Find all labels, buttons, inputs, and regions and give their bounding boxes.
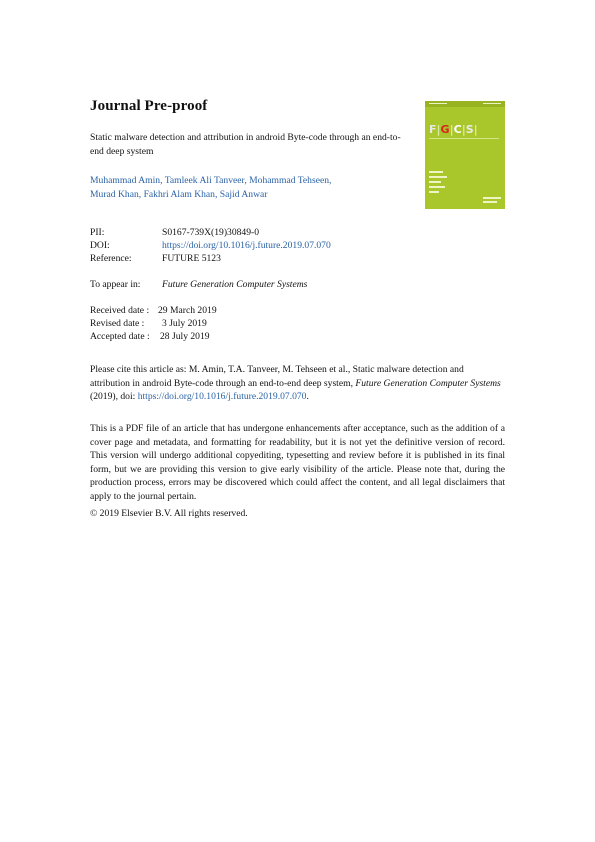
author-link[interactable]: Murad Khan — [90, 189, 139, 200]
citation-year: (2019), doi: — [90, 391, 138, 403]
citation-paragraph: Please cite this article as: M. Amin, T.A. Tanveer, M. Tehseen et al., Static malware detection and attribution in android Byte-code through an end-to-end deep system, Future Generation Computer Systems (2019), doi: https://doi.org/10.1016/j.future.2019.07.070. — [90, 364, 501, 403]
reference-value: FUTURE 5123 — [162, 253, 221, 264]
accepted-label: Accepted date : — [90, 331, 150, 342]
journal-preproof-label: Journal Pre-proof — [90, 98, 208, 114]
appear-label: To appear in: — [90, 279, 141, 290]
cover-text-line — [429, 191, 439, 193]
revised-label: Revised date : — [90, 318, 145, 329]
cover-text-line — [429, 186, 445, 188]
accepted-date: 28 July 2019 — [160, 331, 210, 342]
author-link[interactable]: Sajid Anwar — [219, 189, 268, 200]
appear-row — [90, 278, 307, 291]
cover-subtitle-line — [429, 138, 499, 139]
received-row — [90, 304, 217, 317]
author-link[interactable]: Fakhri Alam Khan — [143, 189, 215, 200]
cover-text-line — [429, 181, 441, 183]
cover-text-line — [429, 171, 443, 173]
pii-row — [90, 226, 259, 239]
revised-date: 3 July 2019 — [162, 318, 207, 329]
received-label: Received date : — [90, 305, 150, 316]
author-link[interactable]: Muhammad Amin — [90, 175, 161, 186]
cover-text-line — [483, 201, 497, 203]
citation-text: Please cite this article as: M. Amin, T.A. Tanveer, M. Tehseen et al., Static malware detection and attribution in android Byte-code through an end-to-end deep system, — [90, 364, 464, 389]
journal-cover-thumbnail — [425, 101, 505, 209]
cover-text-line — [429, 176, 447, 178]
copyright-line: © 2019 Elsevier B.V. All rights reserved. — [90, 508, 248, 519]
pii-label: PII: — [90, 227, 105, 238]
reference-label: Reference: — [90, 253, 132, 264]
appear-journal: Future Generation Computer Systems — [162, 279, 308, 290]
citation-journal: Future Generation Computer Systems — [355, 377, 501, 389]
article-title: Static malware detection and attribution in android Byte-code through an end-to-end deep system — [90, 132, 401, 157]
cover-line — [429, 103, 447, 104]
author-list: Muhammad Amin, Tamleek Ali Tanveer, Mohammad Tehseen, Murad Khan, Fakhri Alam Khan, Sajid Anwar — [90, 175, 332, 200]
revised-row — [90, 317, 207, 330]
preproof-notice: This is a PDF file of an article that has undergone enhancements after acceptance, such as the addition of a cover page and metadata, and formatting for readability, but it is not yet the definitive version of record. This version will undergo additional copyediting, typesetting and review before it is published in its final form, but we are providing this version to give early visibility of the article. Please note that, during the production process, errors may be discovered which could affect the content, and all legal disclaimers that apply to the journal pertain. — [90, 423, 505, 502]
author-link[interactable]: Tamleek Ali Tanveer — [164, 175, 245, 186]
doi-link[interactable]: https://doi.org/10.1016/j.future.2019.07.070 — [162, 240, 331, 251]
pii-value: S0167-739X(19)30849-0 — [162, 227, 259, 238]
cover-text-line — [483, 197, 501, 199]
author-link[interactable]: Mohammad Tehseen — [249, 175, 330, 186]
reference-row — [90, 252, 221, 265]
doi-label: DOI: — [90, 240, 110, 251]
doi-row — [90, 239, 331, 252]
citation-doi-link[interactable]: https://doi.org/10.1016/j.future.2019.07.070 — [137, 391, 307, 403]
cover-top-bar — [425, 101, 505, 107]
received-date: 29 March 2019 — [158, 305, 217, 316]
cover-line — [483, 103, 501, 104]
accepted-row — [90, 330, 210, 343]
journal-logo: F|G|C|S| — [429, 123, 478, 136]
